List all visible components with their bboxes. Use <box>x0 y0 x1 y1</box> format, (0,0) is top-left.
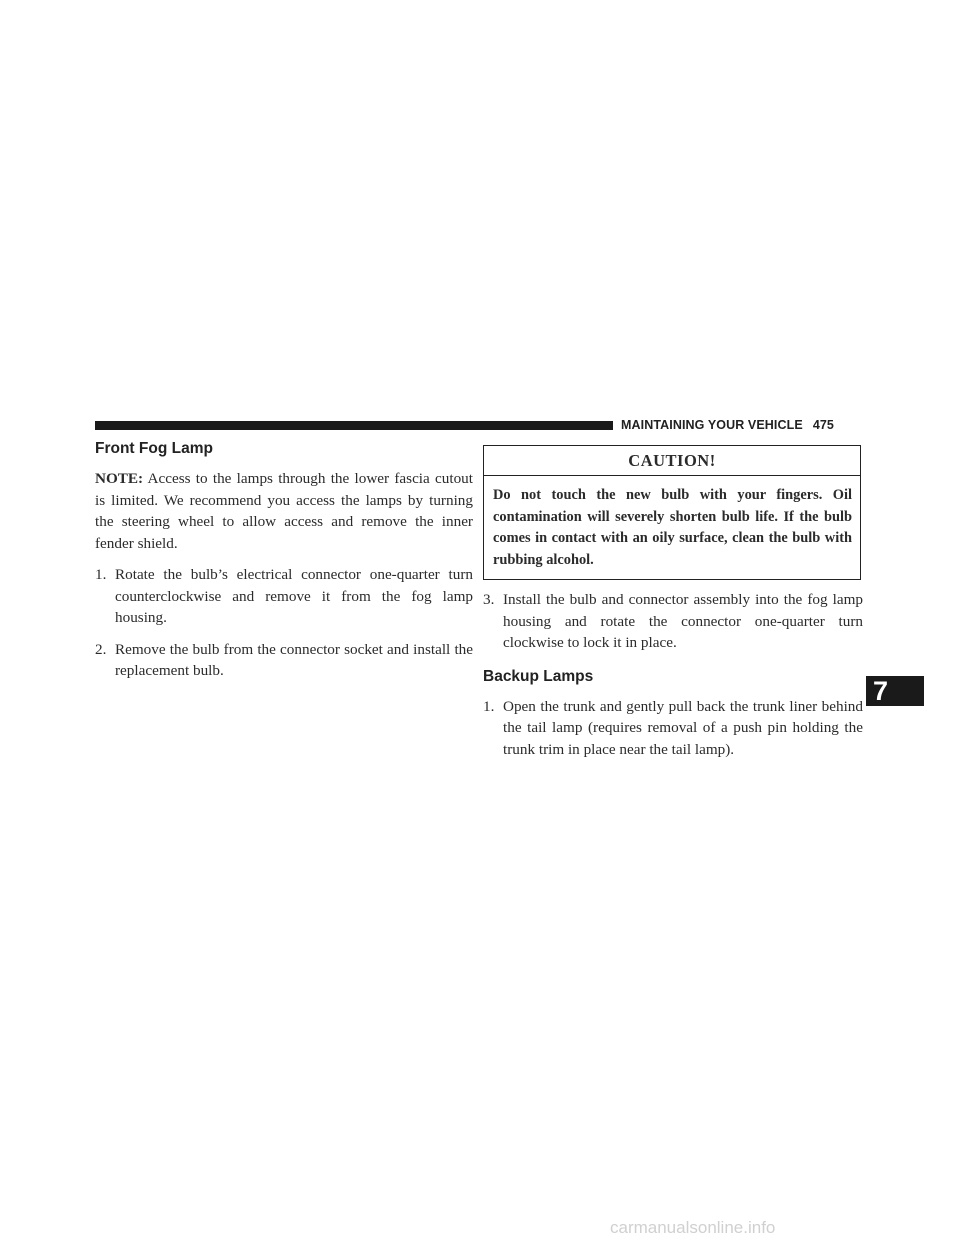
step-text: Rotate the bulb’s electrical connector one-quarter turn counterclockwise and remove it from the fog lamp housing. <box>115 566 473 626</box>
caution-box <box>483 445 861 580</box>
caution-text: Do not touch the new bulb with your fingers. Oil contamination will severely shorten bulb life. If the bulb comes in contact with an oily surface, clean the bulb with rubbing alcohol. <box>493 487 852 568</box>
heading-front-fog-lamp: Front Fog Lamp <box>95 440 213 457</box>
header-section-title: MAINTAINING YOUR VEHICLE <box>621 418 803 432</box>
step-number: 1. <box>95 566 107 583</box>
fog-lamp-steps <box>95 564 473 682</box>
right-column <box>483 445 863 770</box>
note-paragraph <box>95 468 473 554</box>
step-number: 3. <box>483 591 495 608</box>
chapter-tab: 7 <box>866 676 924 706</box>
left-column <box>95 440 473 692</box>
page-number: 475 <box>812 418 834 432</box>
caution-title: CAUTION! <box>484 446 860 476</box>
step-text: Open the trunk and gently pull back the trunk liner behind the tail lamp (requires removal of a push pin holding the trunk trim in place near the tail lamp). <box>503 697 863 758</box>
heading-backup-lamps: Backup Lamps <box>483 667 594 685</box>
header-rule <box>95 421 613 430</box>
note-label: NOTE: <box>95 470 144 487</box>
step-text: Install the bulb and connector assembly into the fog lamp housing and rotate the connector one-quarter turn clockwise to lock it in place. <box>503 591 863 651</box>
list-item <box>483 589 863 654</box>
list-item <box>95 639 473 682</box>
step-text: Remove the bulb from the connector socket and install the replacement bulb. <box>115 640 473 679</box>
list-item <box>95 564 473 629</box>
note-text: Access to the lamps through the lower fascia cutout is limited. We recommend you access the lamps by turning the steering wheel to allow access and remove the inner fender shield. <box>95 470 473 552</box>
watermark: carmanualsonline.info <box>610 1218 776 1237</box>
fog-lamp-steps-continued <box>483 589 863 654</box>
backup-lamp-steps <box>483 696 863 761</box>
running-header <box>621 418 834 432</box>
step-number: 2. <box>95 640 107 658</box>
step-number: 1. <box>483 697 495 715</box>
list-item <box>483 696 863 761</box>
